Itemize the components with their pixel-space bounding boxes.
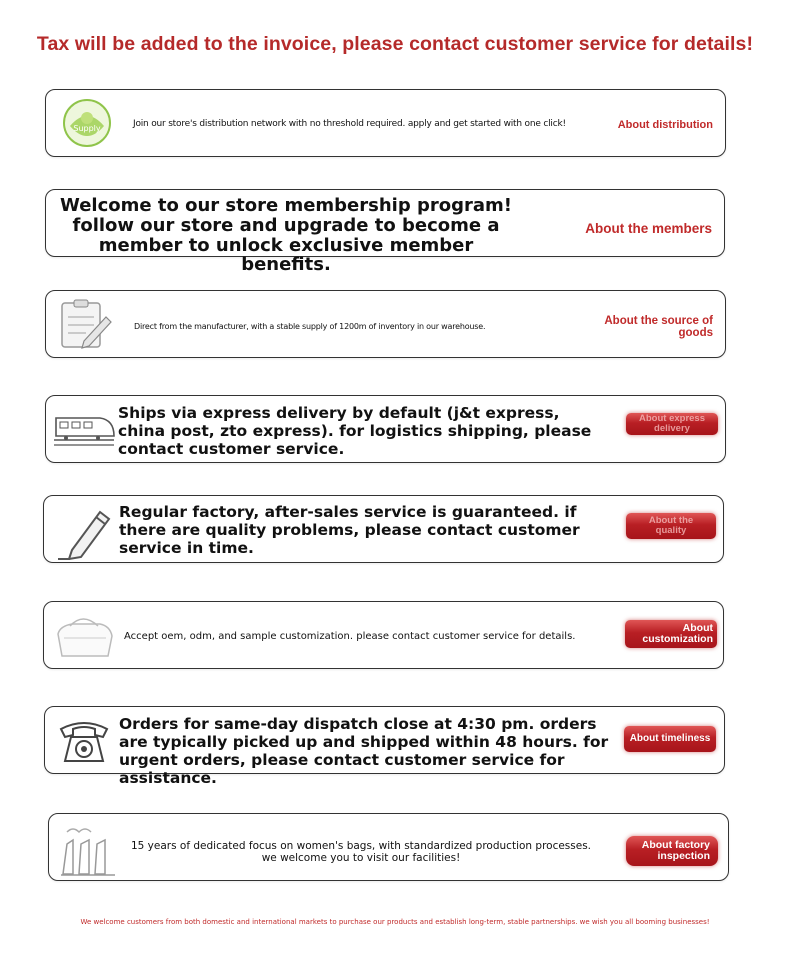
membership-line-1: Welcome to our store membership program! [60,195,512,216]
customization-card [43,601,724,669]
about-members-link[interactable]: About the members [585,221,712,236]
factory-inspection-text [121,840,601,864]
about-customization-label: About customization [642,621,713,645]
clipboard-pencil-icon [56,297,114,353]
about-quality-button[interactable] [626,513,716,539]
factory-text-line-1: 15 years of dedicated focus on women's bags, with standardized production processes. [130,840,592,852]
factory-text-line-2: we welcome you to visit our facilities! [261,852,461,865]
about-customization-button[interactable] [625,620,717,648]
about-source-link[interactable] [604,315,713,339]
about-source-line-1: About the source of [604,315,713,327]
distribution-supply-badge-icon [60,96,114,150]
about-distribution-link[interactable]: About distribution [617,119,713,131]
tax-notice: Tax will be added to the invoice, please contact customer service for details! [36,33,754,55]
timeliness-card [44,706,725,787]
express-delivery-text: Ships via express delivery by default (j&t express, china post, zto express). for logistics shipping, please contact customer service. [118,404,592,458]
about-quality-label: About the quality [648,515,694,536]
membership-card [45,189,725,276]
membership-line-3: member to unlock exclusive member benefits. [98,234,474,276]
supply-label: Supply [73,124,101,133]
about-source-line-2: goods [678,327,713,340]
handbag-icon [50,612,116,662]
about-timeliness-button[interactable] [624,726,716,752]
about-timeliness-label: About timeliness [629,732,711,744]
customization-text: Accept oem, odm, and sample customization. please contact customer service for details. [124,631,576,642]
distribution-card [45,89,726,157]
about-factory-inspection-button[interactable] [626,836,718,866]
quality-text: Regular factory, after-sales service is guaranteed. if there are quality problems, please contact customer service in time. [119,503,580,557]
membership-line-2: follow our store and upgrade to become a [72,214,500,236]
express-delivery-card [45,395,726,463]
source-of-goods-text: Direct from the manufacturer, with a stable supply of 1200m of inventory in our warehouse. [134,322,486,331]
telephone-icon [57,715,111,767]
about-factory-inspection-label: About factory inspection [641,838,710,862]
source-of-goods-card [45,290,726,358]
about-express-delivery-label: About express delivery [639,413,705,434]
about-express-delivery-button[interactable] [626,413,718,435]
timeliness-text: Orders for same-day dispatch close at 4:30 pm. orders are typically picked up and shipped within 48 hours. for urgent orders, please contact customer service for assistance. [119,715,609,787]
factory-inspection-card [48,813,729,881]
train-icon [52,408,116,450]
factory-icon [59,822,119,878]
distribution-text: Join our store's distribution network with no threshold required. apply and get started with one click! [133,119,566,129]
membership-text [56,196,516,275]
footer-message: We welcome customers from both domestic and international markets to purchase our products and establish long-term, stable partnerships. we wish you all booming businesses! [80,918,710,926]
quality-card [43,495,724,563]
pencil-icon [54,502,114,560]
